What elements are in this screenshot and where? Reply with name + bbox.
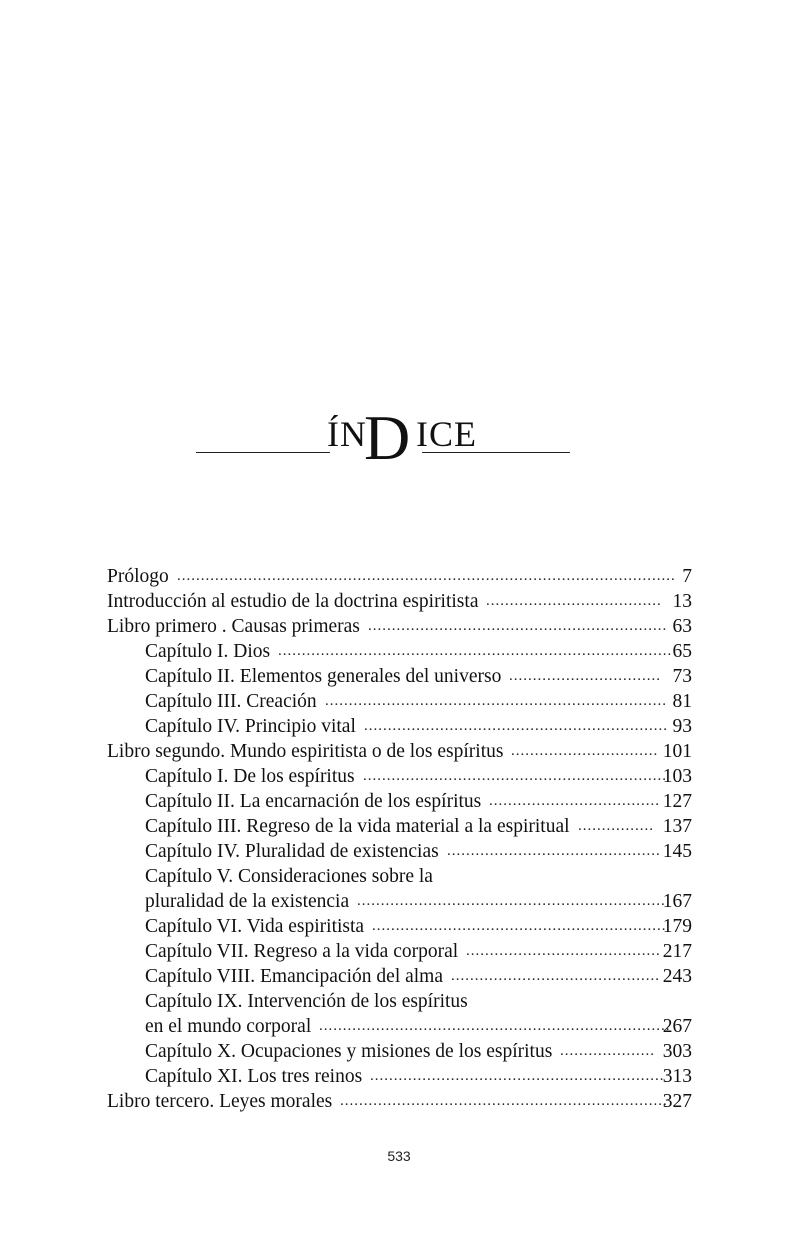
dot-leader: ..................................................................... — [340, 1093, 668, 1109]
toc-entry — [107, 839, 692, 864]
dot-leader: ................................................................................... — [278, 643, 673, 659]
toc-entry-page: 103 — [662, 766, 692, 787]
toc-entry-title: Capítulo I. Dios — [145, 641, 271, 662]
toc-entry-page: 137 — [662, 816, 692, 837]
toc-entry-page: 81 — [672, 691, 692, 712]
toc-entry — [107, 1089, 692, 1114]
table-of-contents — [107, 564, 692, 1114]
dot-leader: .......................................................................... — [319, 1018, 671, 1034]
toc-entry-title: Capítulo IX. Intervención de los espíritus — [145, 991, 468, 1012]
dot-leader: ................................................................ — [363, 768, 667, 784]
toc-entry — [107, 989, 692, 1014]
toc-entry-title: pluralidad de la existencia — [145, 891, 350, 912]
toc-entry-page: 179 — [662, 916, 692, 937]
toc-entry — [107, 939, 692, 964]
dot-leader: .............................................................. — [372, 918, 667, 934]
toc-entry-page: 217 — [662, 941, 692, 962]
toc-entry — [107, 589, 692, 614]
toc-entry-page: 65 — [672, 641, 692, 662]
toc-entry-title: Capítulo VII. Regreso a la vida corporal — [145, 941, 459, 962]
toc-entry — [107, 789, 692, 814]
dot-leader: ........................................................................ — [325, 693, 667, 709]
toc-entry — [107, 564, 692, 589]
toc-entry-page: 13 — [672, 591, 692, 612]
toc-entry-page: 7 — [682, 566, 692, 587]
toc-entry-page: 167 — [662, 891, 692, 912]
dot-leader: ................ — [578, 818, 654, 834]
toc-entry-title: Capítulo III. Regreso de la vida material a la espiritual — [145, 816, 570, 837]
toc-entry-title: Capítulo X. Ocupaciones y misiones de los espíritus — [145, 1041, 553, 1062]
toc-entry-title: Capítulo IV. Pluralidad de existencias — [145, 841, 439, 862]
toc-entry-title: Capítulo III. Creación — [145, 691, 317, 712]
toc-entry-title: Capítulo VIII. Emancipación del alma — [145, 966, 444, 987]
toc-entry — [107, 614, 692, 639]
title-part-in: ÍN — [327, 414, 367, 454]
toc-entry — [107, 639, 692, 664]
dot-leader: ......................................................................................................... — [177, 568, 676, 584]
toc-entry-page: 313 — [662, 1066, 692, 1087]
toc-entry — [107, 739, 692, 764]
title-rule-left — [196, 452, 330, 453]
dot-leader: ......................................... — [466, 943, 661, 959]
toc-entry-title: Capítulo IV. Principio vital — [145, 716, 356, 737]
toc-entry-title: Capítulo I. De los espíritus — [145, 766, 355, 787]
toc-entry-page: 63 — [672, 616, 692, 637]
dot-leader: ............................... — [511, 743, 659, 759]
toc-entry-title: Introducción al estudio de la doctrina espiritista — [107, 591, 479, 612]
toc-entry-page: 267 — [662, 1016, 692, 1037]
toc-entry — [107, 689, 692, 714]
toc-entry-page: 145 — [662, 841, 692, 862]
toc-entry-page: 327 — [662, 1091, 692, 1112]
toc-entry-page: 303 — [662, 1041, 692, 1062]
toc-entry-title: Capítulo XI. Los tres reinos — [145, 1066, 363, 1087]
title-rule-right — [422, 452, 570, 453]
toc-entry — [107, 889, 692, 914]
dot-leader: ................................................................. — [357, 893, 666, 909]
toc-entry-page: 93 — [672, 716, 692, 737]
title-part-ice: ICE — [416, 414, 477, 454]
toc-entry-page: 127 — [662, 791, 692, 812]
toc-entry — [107, 914, 692, 939]
toc-entry-title: en el mundo corporal — [145, 1016, 312, 1037]
dot-leader: ............................................. — [447, 843, 661, 859]
dot-leader: ................................ — [509, 668, 661, 684]
dot-leader: ..................................... — [486, 593, 662, 609]
toc-entry-title: Libro primero . Causas primeras — [107, 616, 360, 637]
title-drop-letter: D — [364, 402, 411, 473]
toc-entry-title: Capítulo VI. Vida espiritista — [145, 916, 365, 937]
toc-entry-page: 243 — [662, 966, 692, 987]
dot-leader: .................................... — [489, 793, 660, 809]
dot-leader: ............................................ — [451, 968, 660, 984]
toc-entry — [107, 764, 692, 789]
toc-entry-title: Capítulo II. La encarnación de los espíritus — [145, 791, 482, 812]
toc-entry — [107, 1014, 692, 1039]
toc-entry — [107, 714, 692, 739]
toc-entry-title: Capítulo V. Consideraciones sobre la — [145, 866, 433, 887]
dot-leader: .............................................................. — [370, 1068, 665, 1084]
dot-leader: .................... — [560, 1043, 655, 1059]
toc-entry-title: Prólogo — [107, 566, 169, 587]
dot-leader: ............................................................... — [368, 618, 668, 634]
toc-entry — [107, 1039, 692, 1064]
toc-entry — [107, 964, 692, 989]
toc-entry — [107, 1064, 692, 1089]
page-title — [196, 402, 570, 473]
toc-entry-title: Libro segundo. Mundo espiritista o de los espíritus — [107, 741, 504, 762]
toc-entry — [107, 864, 692, 889]
toc-entry-title: Capítulo II. Elementos generales del universo — [145, 666, 502, 687]
toc-entry — [107, 814, 692, 839]
toc-entry-page: 101 — [662, 741, 692, 762]
dot-leader: ................................................................ — [364, 718, 668, 734]
page-number: 533 — [387, 1148, 411, 1164]
toc-entry — [107, 664, 692, 689]
toc-entry-title: Libro tercero. Leyes morales — [107, 1091, 333, 1112]
toc-entry-page: 73 — [672, 666, 692, 687]
